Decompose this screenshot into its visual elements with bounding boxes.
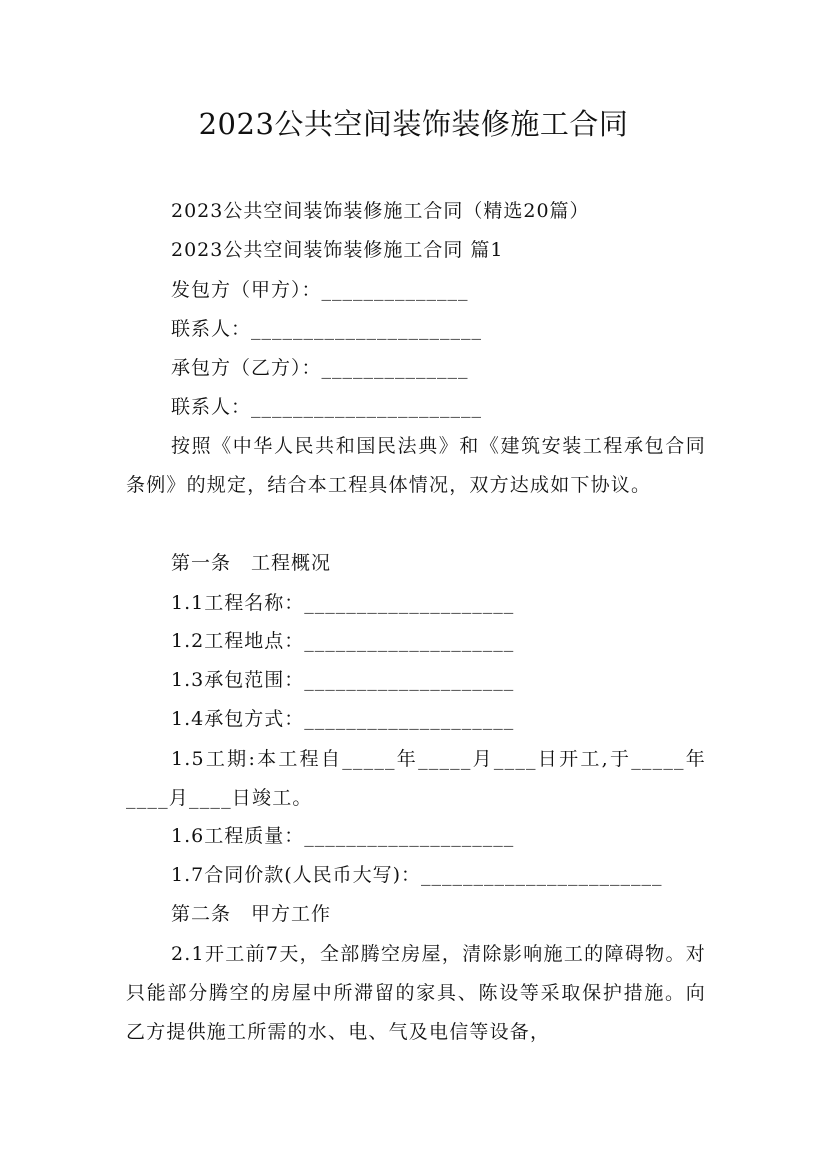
project-quality-field: 1.6工程质量：____________________ [171,825,515,847]
contract-scope-field: 1.3承包范围：____________________ [171,669,515,691]
contact-a-field: 联系人：______________________ [171,318,483,340]
intro-paragraph: 按照《中华人民共和国民法典》和《建筑安装工程承包合同条例》的规定，结合本工程具体情况，双方达成如下协议。 [126,435,706,497]
party-b-field: 承包方（乙方）：______________ [171,357,469,379]
project-location-field: 1.2工程地点：____________________ [171,630,515,652]
party-a-field: 发包方（甲方）：______________ [171,279,469,301]
contract-price-field: 1.7合同价款(人民币大写)：_______________________ [171,864,663,886]
article-1-heading: 第一条 工程概况 [171,552,332,574]
document-title: 2023公共空间装饰装修施工合同 [198,107,629,141]
document-subtitle: 2023公共空间装饰装修施工合同（精选20篇） [171,200,590,222]
party-a-duties-paragraph: 2.1开工前7天，全部腾空房屋，清除影响施工的障碍物。对只能部分腾空的房屋中所滞留的家具、陈设等采取保护措施。向乙方提供施工所需的水、电、气及电信等设备， [126,943,706,1044]
project-name-field: 1.1工程名称：____________________ [171,592,515,614]
section-heading: 2023公共空间装饰装修施工合同 篇1 [171,239,504,261]
contract-method-field: 1.4承包方式：____________________ [171,708,515,730]
schedule-paragraph: 1.5工期:本工程自_____年_____月____日开工,于_____年____月____日竣工。 [126,748,706,810]
contact-b-field: 联系人：______________________ [171,396,483,418]
article-2-heading: 第二条 甲方工作 [171,903,332,925]
